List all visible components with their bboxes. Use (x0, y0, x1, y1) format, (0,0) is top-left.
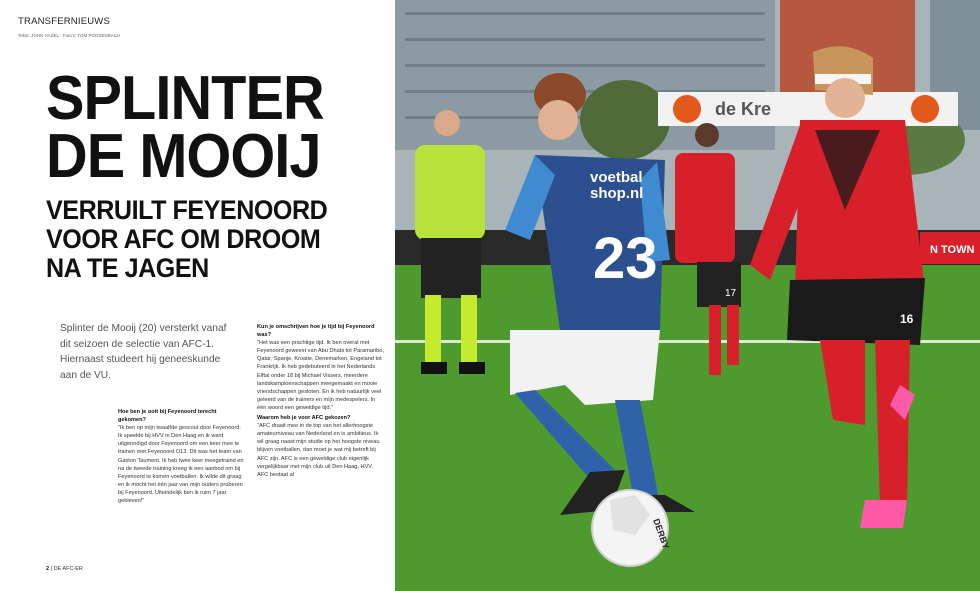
shorts-number-right: 16 (900, 312, 914, 326)
article-intro: Splinter de Mooij (20) versterkt vanaf dit seizoen de selectie van AFC-1. Hiernaast studeert hij geneeskunde aan de VU. (60, 323, 227, 381)
article-subtitle: VERRUILT FEYENOORD VOOR AFC OM DROOM NA TE JAGEN (46, 195, 328, 283)
section-label: TRANSFERNIEUWS (18, 16, 110, 27)
footer-separator: | (50, 566, 54, 572)
article-title (46, 64, 345, 191)
text-column-2 (257, 323, 384, 481)
title-line-1: SPLINTER (46, 64, 324, 133)
answer-2: "Het was een prachtige tijd. Ik ben overal met Feyenoord geweest van Abu Dhabi tot Paramaribo, Qatar, Spanje, Kroatie, Denemarken, Engeland tot Frankrijk. Ik heb gedebuteerd in het Nederlands Elftal onder 18 bij Michael Vissers, meerdere landskampioenschappen meegemaakt en mooie vriendschappen gesloten. En ik heb natuurlijk veel geleerd van de trainers en mijn medespelers. In één woord een geweldige tijd." (257, 340, 384, 411)
tree (580, 80, 670, 160)
side-banner-text: N TOWN (930, 244, 975, 256)
sponsor-line-2: shop.nl (590, 185, 644, 202)
text-column-1 (118, 408, 244, 507)
ball-text: DERBY (651, 517, 672, 551)
billboard-text: de Kre (715, 99, 772, 119)
football-photo (395, 0, 980, 591)
article-page (0, 0, 395, 591)
billboard-logo-right (911, 95, 939, 123)
question-3: Waarom heb je voor AFC gekozen? (257, 415, 351, 422)
answer-1: "Ik ben op mijn twaalfde gescout door Feyenoord. Ik speelde bij HVV in Den Haag en ik werd uitgenodigd door Feyenoord om een keer mee te trainen met Feyenoord O13. Dit was het team van Gaston Taument. Ik heb twee keer meegetraind en na de tweede training kreeg ik een aanbod om bij Feyenoord te komen voetballen. Ik wilde dit graag en ik mocht het één jaar van mijn ouders proberen bij Feyenoord. Uiteindelijk ben ik ruim 7 jaar gebleven!" (118, 425, 244, 505)
question-2: Kun je omschrijven hoe je tijd bij Feyenoord was? (257, 324, 375, 339)
jersey-number: 23 (593, 226, 658, 291)
publication-name: DE AFC-ER (53, 566, 83, 572)
credits: Tekst: JOHN HAZEL · Foto's: TOM POOSENBACH (18, 33, 121, 38)
shorts-number-back: 17 (725, 288, 737, 299)
sponsor-line-1: voetbal (590, 169, 643, 186)
title-line-2: DE MOOIJ (46, 122, 321, 191)
page-footer (46, 566, 83, 572)
answer-3: "AFC draait mee in de top van het allerhoogste amateurniveau van Nederland en is ambitieus. Ik wil graag naast mijn studie op het hoogste niveau blijven voetballen, dan moet je wat mij betreft bij AFC zijn. AFC is een geweldige club eigenlijk vergelijkbaar met mijn club uit Den Haag, HVV. AFC bestaat al (257, 423, 380, 478)
question-1: Hoe ben je ooit bij Feyenoord terecht gekomen? (118, 409, 217, 424)
billboard-logo-left (673, 95, 701, 123)
page-number: 2 (46, 566, 50, 572)
